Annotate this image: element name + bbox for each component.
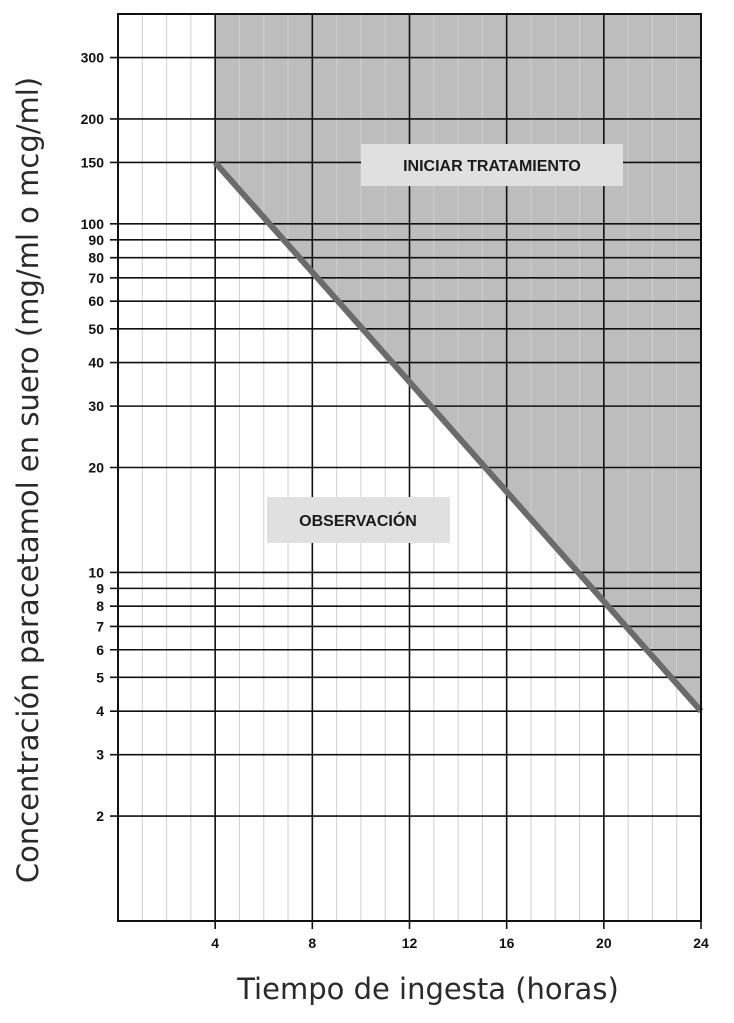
y-tick-label: 30 [88,398,104,415]
x-tick-label: 8 [308,935,317,951]
y-tick-label: 70 [88,269,104,286]
y-tick-label: 150 [80,154,104,171]
x-axis-title: Tiempo de ingesta (horas) [237,972,619,1006]
x-tick-label: 16 [498,935,515,951]
y-tick-label: 50 [88,320,104,337]
x-axis-ticks [211,921,709,951]
y-tick-label: 6 [96,641,104,658]
y-tick-label: 9 [96,580,104,597]
y-tick-label: 20 [88,459,104,476]
y-tick-label: 10 [88,564,104,581]
y-tick-label: 2 [96,808,104,825]
y-axis-ticks [81,50,105,825]
y-tick-label: 80 [88,249,104,266]
y-tick-label: 4 [96,703,104,720]
y-tick-label: 3 [96,746,104,763]
y-tick-label: 300 [80,49,104,66]
y-tick-label: 5 [96,669,104,686]
region-label-observation-text: OBSERVACIÓN [299,513,417,530]
y-tick-label: 90 [88,231,104,248]
x-tick-label: 24 [693,935,709,951]
region-label-observation [267,497,450,543]
y-tick-label: 60 [88,293,104,310]
y-tick-label: 8 [96,598,104,615]
region-label-treatment-text: INICIAR TRATAMIENTO [403,158,581,175]
y-tick-label: 200 [80,110,104,127]
x-tick-label: 20 [596,935,612,951]
y-axis-title: Concentración paracetamol en suero (mg/ml o mcg/ml) [11,76,45,884]
y-tick-label: 100 [80,215,104,232]
y-tick-label: 40 [88,354,104,371]
region-label-treatment [361,144,623,186]
x-tick-label: 4 [211,935,220,951]
x-tick-label: 12 [401,935,418,951]
y-tick-label: 7 [96,618,104,635]
